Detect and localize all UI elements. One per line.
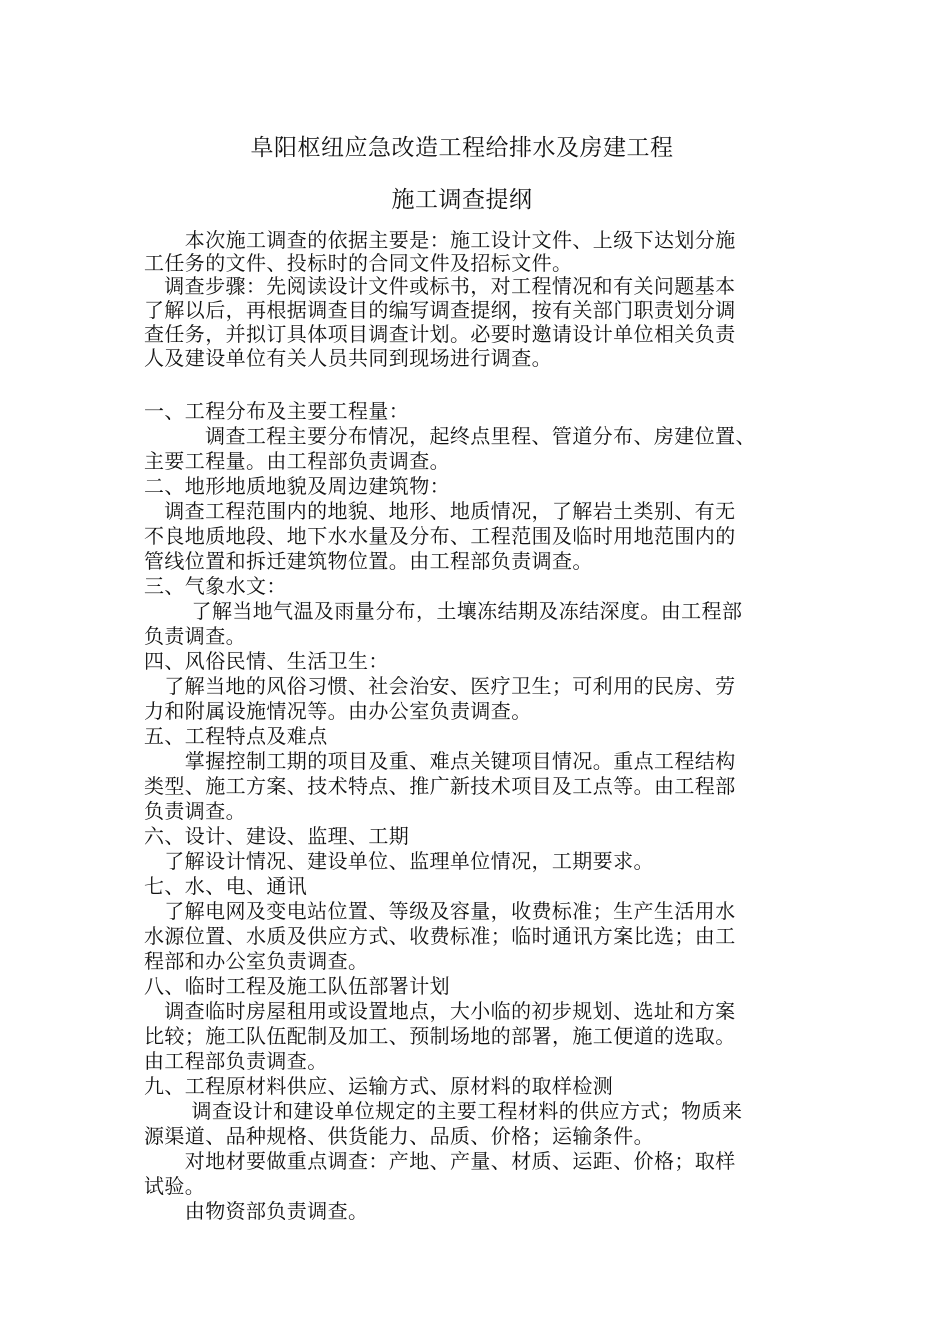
- paragraph-line: 不良地质地段、地下水水量及分布、工程范围及临时用地范围内的: [144, 524, 736, 548]
- section-heading: 三、气象水文：: [144, 574, 287, 598]
- paragraph-line: 由物资部负责调查。: [144, 1199, 369, 1223]
- paragraph-line: 比较；施工队伍配制及加工、预制场地的部署，施工便道的选取。: [144, 1024, 736, 1048]
- paragraph-line: 类型、施工方案、技术特点、推广新技术项目及工点等。由工程部: [144, 774, 736, 798]
- paragraph-line: 了解当地气温及雨量分布，土壤冻结期及冻结深度。由工程部: [144, 599, 743, 623]
- document-title: 阜阳枢纽应急改造工程给排水及房建工程: [250, 135, 674, 161]
- paragraph-line: 了解设计情况、建设单位、监理单位情况，工期要求。: [144, 849, 654, 873]
- paragraph-line: 由工程部负责调查。: [144, 1049, 328, 1073]
- section-heading: 五、工程特点及难点: [144, 724, 328, 748]
- paragraph-line: 试验。: [144, 1174, 206, 1198]
- paragraph-line: 负责调查。: [144, 624, 246, 648]
- paragraph-line: 力和附属设施情况等。由办公室负责调查。: [144, 699, 532, 723]
- paragraph-line: 了解以后，再根据调查目的编写调查提纲，按有关部门职责划分调: [144, 298, 736, 322]
- paragraph-line: 源渠道、品种规格、供货能力、品质、价格；运输条件。: [144, 1124, 654, 1148]
- paragraph-line: 负责调查。: [144, 799, 246, 823]
- document-subtitle: 施工调查提纲: [391, 187, 533, 213]
- section-heading: 二、地形地质地貌及周边建筑物：: [144, 474, 450, 498]
- paragraph-line: 调查工程范围内的地貌、地形、地质情况，了解岩土类别、有无: [144, 499, 736, 523]
- paragraph-line: 调查临时房屋租用或设置地点，大小临的初步规划、选址和方案: [144, 999, 736, 1023]
- paragraph-line: 本次施工调查的依据主要是：施工设计文件、上级下达划分施: [144, 228, 736, 252]
- paragraph-line: 主要工程量。由工程部负责调查。: [144, 449, 450, 473]
- paragraph-line: 程部和办公室负责调查。: [144, 949, 369, 973]
- section-heading: 九、工程原材料供应、运输方式、原材料的取样检测: [144, 1074, 614, 1098]
- paragraph-line: 了解当地的风俗习惯、社会治安、医疗卫生；可利用的民房、劳: [144, 674, 736, 698]
- paragraph-line: 人及建设单位有关人员共同到现场进行调查。: [144, 346, 552, 370]
- paragraph-line: 调查设计和建设单位规定的主要工程材料的供应方式；物质来: [144, 1099, 743, 1123]
- paragraph-line: 管线位置和拆迁建筑物位置。由工程部负责调查。: [144, 549, 593, 573]
- paragraph-line: 工任务的文件、投标时的合同文件及招标文件。: [144, 251, 573, 275]
- paragraph-line: 调查工程主要分布情况，起终点里程、管道分布、房建位置、: [144, 424, 756, 448]
- section-heading: 七、水、电、通讯: [144, 874, 308, 898]
- section-heading: 四、风俗民情、生活卫生：: [144, 649, 389, 673]
- section-heading: 一、工程分布及主要工程量：: [144, 399, 410, 423]
- paragraph-line: 水源位置、水质及供应方式、收费标准；临时通讯方案比选；由工: [144, 924, 736, 948]
- paragraph-line: 掌握控制工期的项目及重、难点关键项目情况。重点工程结构: [144, 749, 736, 773]
- section-heading: 八、临时工程及施工队伍部署计划: [144, 974, 450, 998]
- paragraph-line: 对地材要做重点调查：产地、产量、材质、运距、价格；取样: [144, 1149, 736, 1173]
- paragraph-line: 了解电网及变电站位置、等级及容量，收费标准；生产生活用水: [144, 899, 736, 923]
- paragraph-line: 查任务，并拟订具体项目调查计划。必要时邀请设计单位相关负责: [144, 322, 736, 346]
- section-heading: 六、设计、建设、监理、工期: [144, 824, 410, 848]
- paragraph-line: 调查步骤：先阅读设计文件或标书，对工程情况和有关问题基本: [144, 274, 736, 298]
